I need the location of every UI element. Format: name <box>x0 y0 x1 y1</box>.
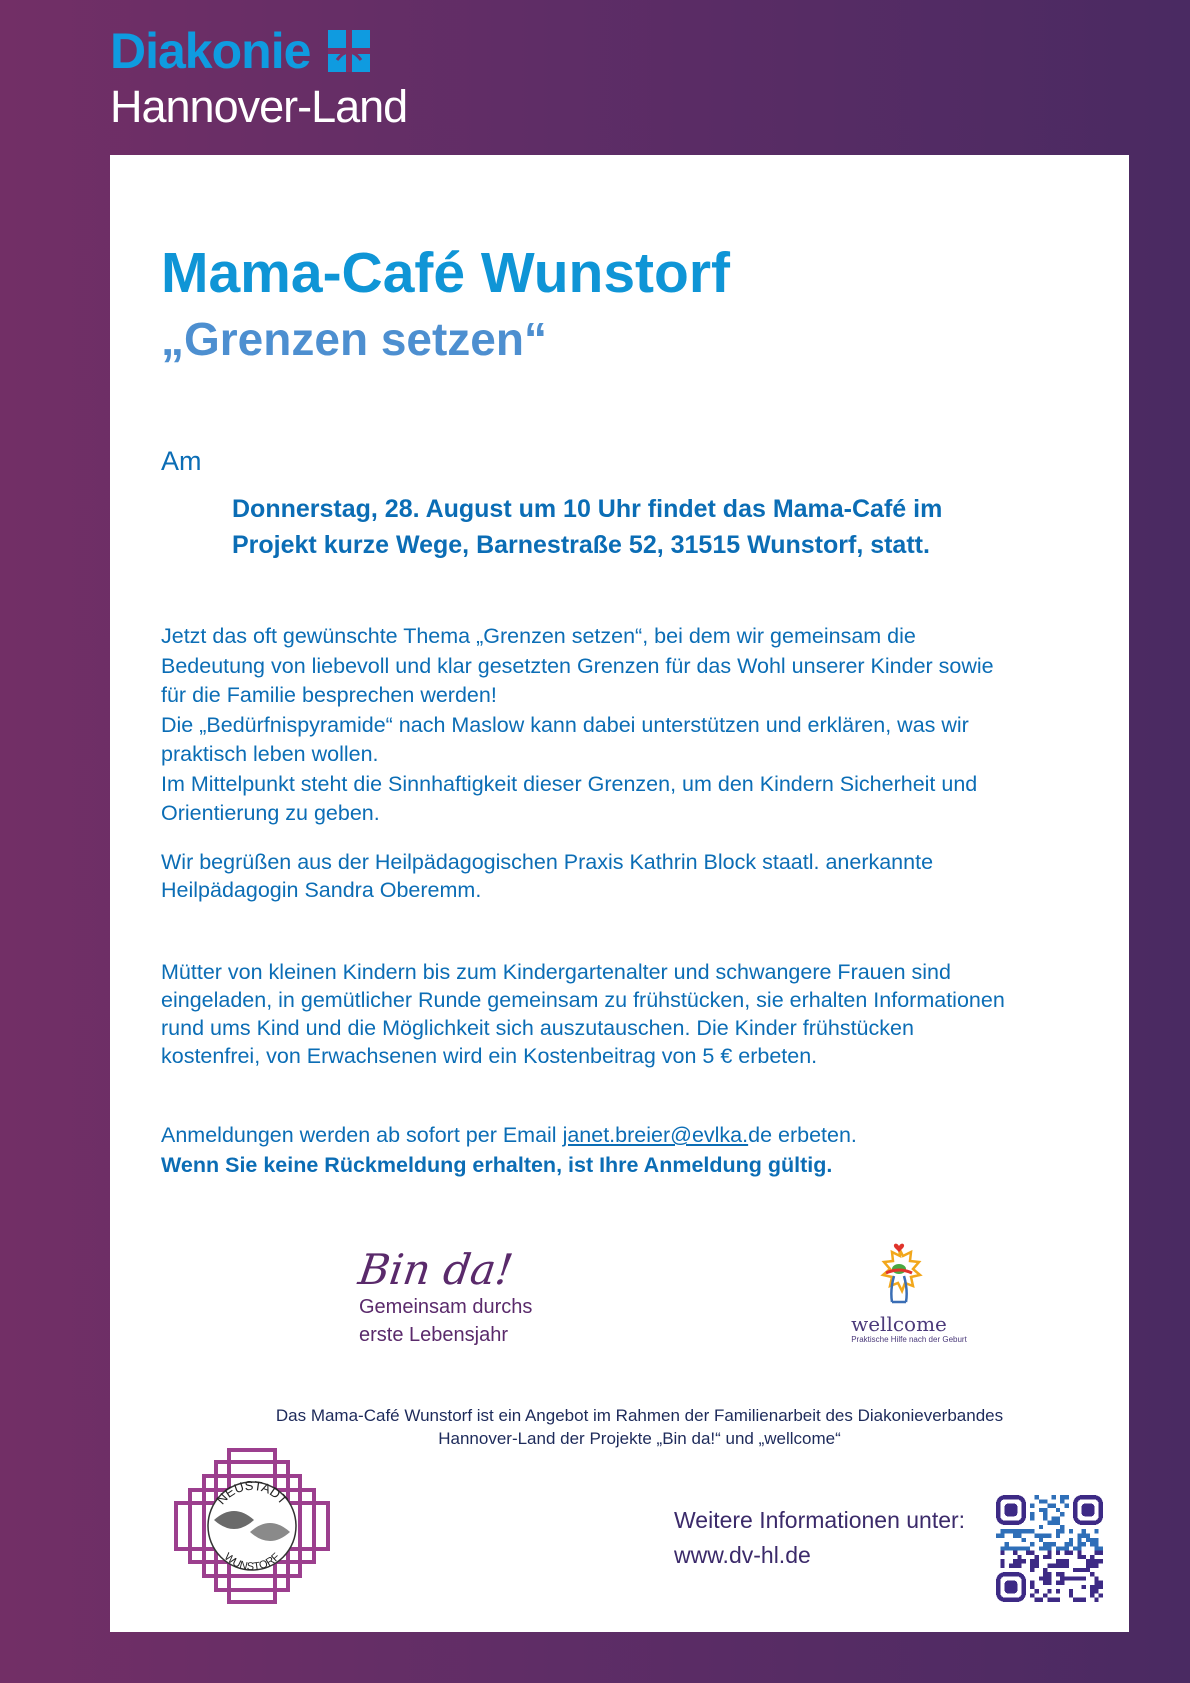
paragraph-line: Orientierung zu geben. <box>161 801 380 825</box>
more-info-label: Weitere Informationen unter: <box>674 1507 966 1533</box>
flyer-card <box>110 155 1129 1632</box>
paragraph-line: Heilpädagogin Sandra Oberemm. <box>161 878 482 902</box>
more-info <box>674 1503 965 1573</box>
wellcome-figure-icon <box>864 1240 934 1312</box>
bin-da-line-2: erste Lebensjahr <box>359 1324 508 1346</box>
registration-note: Wenn Sie keine Rückmeldung erhalten, ist Ihre Anmeldung gültig. <box>161 1153 833 1177</box>
invitation-paragraph <box>161 958 1111 1070</box>
footer-note-line-2: Hannover-Land der Projekte „Bin da!“ und „wellcome“ <box>438 1429 841 1448</box>
diakonie-cross-icon <box>328 30 370 72</box>
paragraph-line: Bedeutung von liebevoll und klar gesetzten Grenzen für das Wohl unserer Kinder sowie <box>161 653 994 678</box>
bin-da-logo <box>355 1245 559 1349</box>
paragraph-line: rund ums Kind und die Möglichkeit sich auszutauschen. Die Kinder frühstücken <box>161 1016 914 1040</box>
paragraph-line: Wir begrüßen aus der Heilpädagogischen Praxis Kathrin Block staatl. anerkannte <box>161 850 934 874</box>
paragraph-line: Im Mittelpunkt steht die Sinnhaftigkeit dieser Grenzen, um den Kindern Sicherheit und <box>161 771 978 796</box>
page-subtitle: „Grenzen setzen“ <box>161 313 547 365</box>
registration-line <box>161 1121 1111 1151</box>
bin-da-line-1: Gemeinsam durchs <box>359 1296 533 1318</box>
paragraph-line: eingeladen, in gemütlicher Runde gemeinsam zu frühstücken, sie erhalten Informationen <box>161 988 1005 1012</box>
paragraph-line: Jetzt das oft gewünschte Thema „Grenzen setzen“, bei dem wir gemeinsam die <box>161 624 916 648</box>
event-line-1: Donnerstag, 28. August um 10 Uhr findet das Mama-Café im <box>232 495 943 523</box>
guest-paragraph <box>161 848 1111 904</box>
paragraph-line: für die Familie besprechen werden! <box>161 683 497 707</box>
brand-row <box>110 23 407 79</box>
brand-name: Diakonie <box>110 23 311 79</box>
paragraph-line: praktisch leben wollen. <box>161 742 379 766</box>
paragraph-line: kostenfrei, von Erwachsenen wird ein Kostenbeitrag von 5 € erbeten. <box>161 1044 818 1068</box>
brand-region: Hannover-Land <box>110 81 408 132</box>
wellcome-logo <box>829 1240 969 1345</box>
wellcome-tagline: Praktische Hilfe nach der Geburt <box>851 1335 967 1344</box>
footer-note <box>110 1404 1129 1450</box>
event-details <box>232 491 1092 563</box>
brand-header <box>110 23 408 132</box>
page-title: Mama-Café Wunstorf <box>161 241 730 305</box>
event-line-2: Projekt kurze Wege, Barnestraße 52, 31515 Wunstorf, statt. <box>232 531 930 559</box>
seal-top-text: NEUSTADT <box>213 1477 291 1508</box>
neustadt-wunstorf-seal <box>174 1448 330 1604</box>
event-intro: Am <box>161 446 202 476</box>
paragraph-line: Die „Bedürfnispyramide“ nach Maslow kann dabei unterstützen und erklären, was wir <box>161 712 969 737</box>
paragraph-line: Mütter von kleinen Kindern bis zum Kindergartenalter und schwangere Frauen sind <box>161 960 951 984</box>
footer-note-line-1: Das Mama-Café Wunstorf ist ein Angebot im Rahmen der Familienarbeit des Diakonieverbandes <box>275 1406 1004 1425</box>
website-link[interactable]: www.dv-hl.de <box>674 1542 811 1568</box>
topic-paragraph <box>161 622 1111 829</box>
wellcome-word: wellcome <box>851 1312 947 1336</box>
registration-prefix: Anmeldungen werden ab sofort per Email <box>161 1123 563 1147</box>
qr-code[interactable] <box>996 1495 1103 1602</box>
email-link[interactable]: janet.breier@evlka. <box>562 1123 749 1147</box>
seal-bottom-text: WUNSTORF <box>221 1550 283 1574</box>
registration-suffix: de erbeten. <box>748 1123 857 1147</box>
bin-da-script: Bin da! <box>355 1245 517 1294</box>
